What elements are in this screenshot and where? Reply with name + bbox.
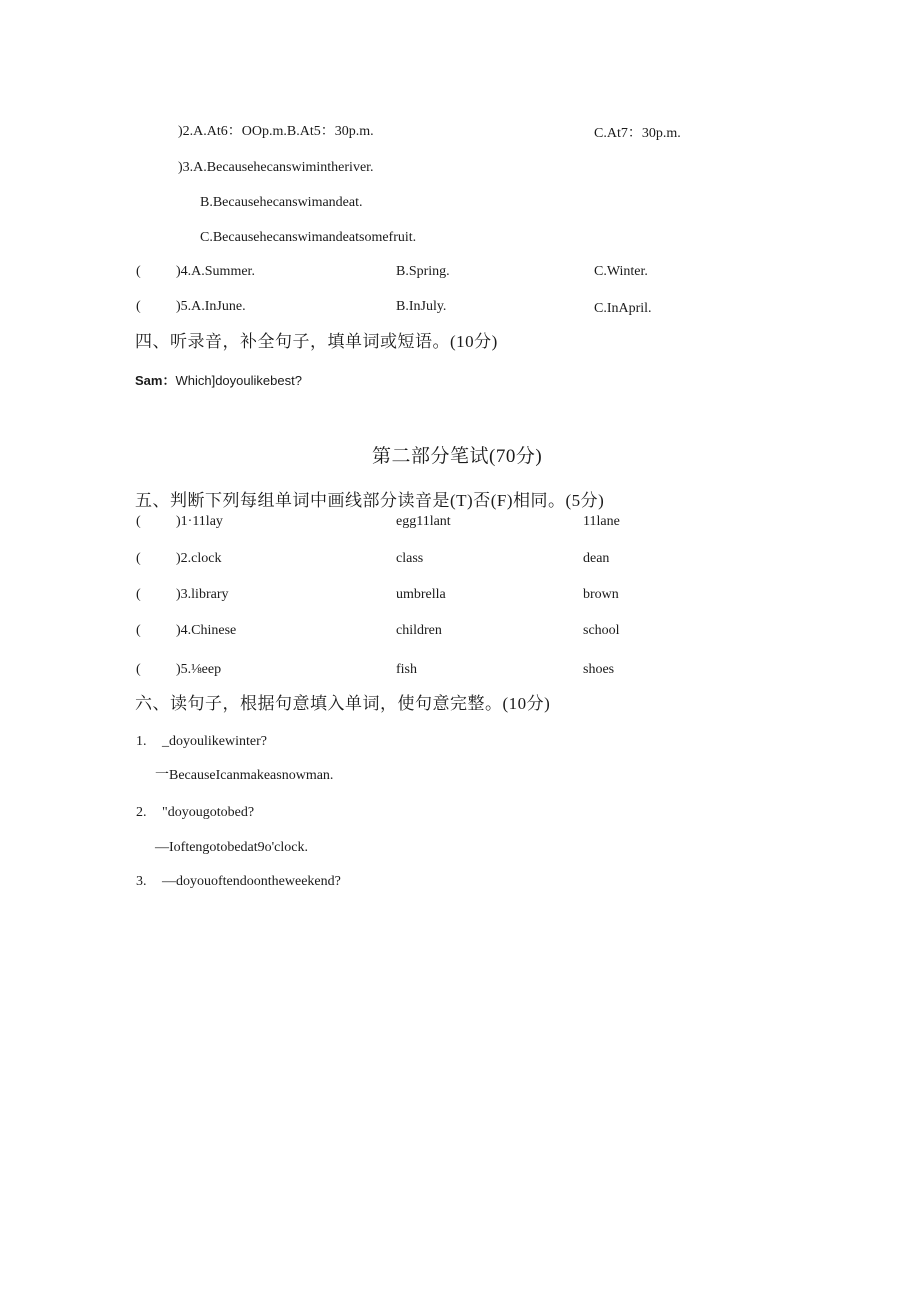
- section4-sentence: Which]doyoulikebest?: [175, 373, 302, 388]
- part2-title: 第二部分笔试(70分): [372, 446, 543, 467]
- s5-row2-paren: (: [136, 551, 141, 566]
- s6-item2-number: 2.: [136, 805, 147, 820]
- q4-option-b: B.Spring.: [396, 264, 450, 279]
- s6-item3-question: —doyouoftendoontheweekend?: [162, 874, 341, 889]
- speaker-label: Sam：: [135, 373, 176, 388]
- s5-row3-word1: )3.library: [176, 587, 229, 602]
- s6-item1-answer: 一BecauseIcanmakeasnowman.: [155, 768, 334, 783]
- s5-row5-word2: fish: [396, 662, 417, 677]
- s5-row2-word3: dean: [583, 551, 610, 566]
- q3-option-c: C.Becausehecanswimandeatsomefruit.: [200, 230, 417, 245]
- s5-row4-word1: )4.Chinese: [176, 623, 237, 638]
- s5-row4-word3: school: [583, 623, 620, 638]
- section4-heading: 四、听录音，补全句子，填单词或短语。(10分): [135, 332, 498, 351]
- q3-option-b: B.Becausehecanswimandeat.: [200, 195, 363, 210]
- section4-line: [135, 374, 302, 387]
- s6-item1-question: _doyoulikewinter?: [162, 734, 267, 749]
- s5-row2-word1: )2.clock: [176, 551, 222, 566]
- s5-row3-word2: umbrella: [396, 587, 446, 602]
- s6-item2-question: "doyougotobed?: [162, 805, 255, 820]
- s5-row5-paren: (: [136, 662, 141, 677]
- s5-row1-word3: 11lane: [583, 514, 620, 529]
- q2-options: )2.A.At6：OOp.m.B.At5：30p.m.: [178, 124, 374, 139]
- s5-row3-paren: (: [136, 587, 141, 602]
- q4-option-a: )4.A.Summer.: [176, 264, 255, 279]
- q5-option-c: C.InApril.: [594, 301, 652, 316]
- s5-row1-word1: )1·11lay: [176, 514, 223, 529]
- s6-item1-number: 1.: [136, 734, 147, 749]
- q4-option-c: C.Winter.: [594, 264, 648, 279]
- q5-answer-paren: (: [136, 299, 141, 314]
- q4-answer-paren: (: [136, 264, 141, 279]
- s6-item2-answer: —Ioftengotobedat9o'clock.: [155, 840, 308, 855]
- s5-row4-paren: (: [136, 623, 141, 638]
- s6-item3-number: 3.: [136, 874, 147, 889]
- section5-heading: 五、判断下列每组单词中画线部分读音是(T)否(F)相同。(5分): [135, 491, 605, 510]
- s5-row3-word3: brown: [583, 587, 619, 602]
- q2-option-c: C.At7：30p.m.: [594, 126, 681, 141]
- q5-option-b: B.InJuly.: [396, 299, 447, 314]
- s5-row5-word1: )5.⅛eep: [176, 662, 222, 677]
- s5-row1-word2: egg11lant: [396, 514, 451, 529]
- s5-row1-paren: (: [136, 514, 141, 529]
- s5-row2-word2: class: [396, 551, 424, 566]
- q3-option-a: )3.A.Becausehecanswimintheriver.: [178, 160, 374, 175]
- q5-option-a: )5.A.InJune.: [176, 299, 246, 314]
- s5-row4-word2: children: [396, 623, 442, 638]
- s5-row5-word3: shoes: [583, 662, 615, 677]
- section6-heading: 六、读句子，根据句意填入单词，使句意完整。(10分): [135, 694, 551, 713]
